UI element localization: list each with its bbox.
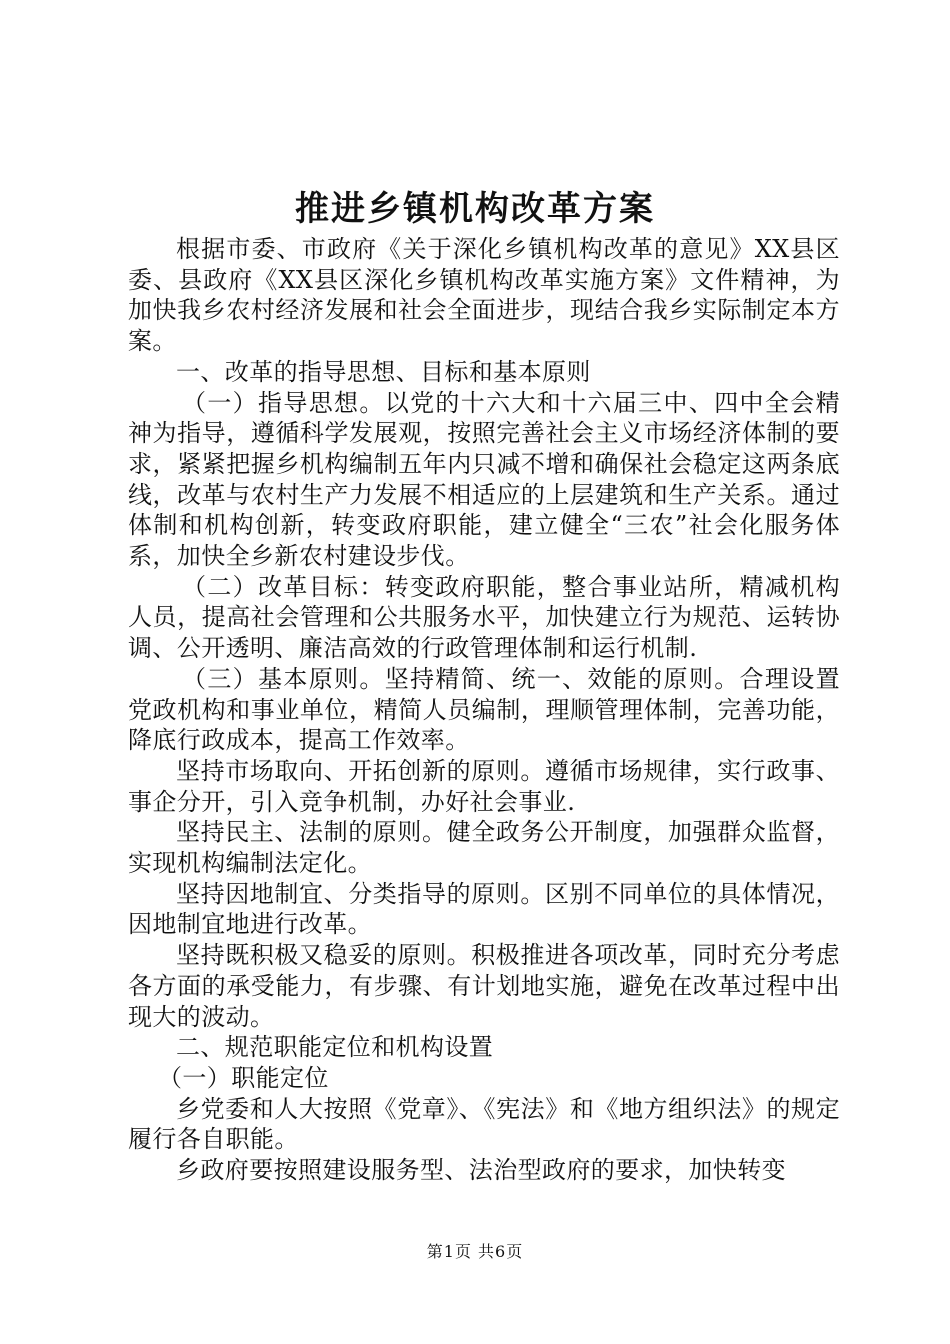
paragraph-principle-democracy: 坚持民主、法制的原则。健全政务公开制度，加强群众监督，实现机构编制法定化。 (128, 818, 840, 878)
paragraph-party-committee: 乡党委和人大按照《党章》、《宪法》和《地方组织法》的规定履行各自职能。 (128, 1094, 840, 1154)
paragraph-township-government: 乡政府要按照建设服务型、法治型政府的要求，加快转变 (176, 1156, 786, 1185)
subsection-heading-function: （一）职能定位 (158, 1063, 329, 1092)
paragraph-principle-steady: 坚持既积极又稳妥的原则。积极推进各项改革，同时充分考虑各方面的承受能力，有步骤、有计划地实施，避免在改革过程中出现大的波动。 (128, 941, 840, 1031)
page-number-footer: 第1页 共6页 (426, 1242, 524, 1261)
paragraph-principle-local: 坚持因地制宜、分类指导的原则。区别不同单位的具体情况，因地制宜地进行改革。 (128, 879, 840, 939)
section-heading-2: 二、规范职能定位和机构设置 (176, 1033, 494, 1062)
paragraph-principle-market: 坚持市场取向、开拓创新的原则。遵循市场规律，实行政事、事企分开，引入竞争机制，办好社会事业. (128, 756, 840, 816)
document-title: 推进乡镇机构改革方案 (295, 189, 655, 229)
paragraph-intro: 根据市委、市政府《关于深化乡镇机构改革的意见》XX县区委、县政府《XX县区深化乡镇机构改革实施方案》文件精神，为加快我乡农村经济发展和社会全面进步，现结合我乡实际制定本方案。 (128, 235, 840, 356)
section-heading-1: 一、改革的指导思想、目标和基本原则 (176, 357, 591, 386)
paragraph-basic-principles: （三）基本原则。坚持精简、统一、效能的原则。合理设置党政机构和事业单位，精简人员编制，理顺管理体制，完善功能，降底行政成本，提高工作效率。 (128, 664, 840, 755)
paragraph-reform-goal: （二）改革目标：转变政府职能，整合事业站所，精减机构人员，提高社会管理和公共服务水平，加快建立行为规范、运转协调、公开透明、廉洁高效的行政管理体制和运行机制. (128, 572, 840, 663)
document-body (128, 234, 840, 1186)
paragraph-guiding-thought: （一）指导思想。以党的十六大和十六届三中、四中全会精神为指导，遵循科学发展观，按照完善社会主义市场经济体制的要求，紧紧把握乡机构编制五年内只减不增和确保社会稳定这两条底线，改革与农村生产力发展不相适应的上层建筑和生产关系。通过体制和机构创新，转变政府职能，建立健全“三农”社会化服务体系，加快全乡新农村建设步伐。 (128, 388, 840, 571)
